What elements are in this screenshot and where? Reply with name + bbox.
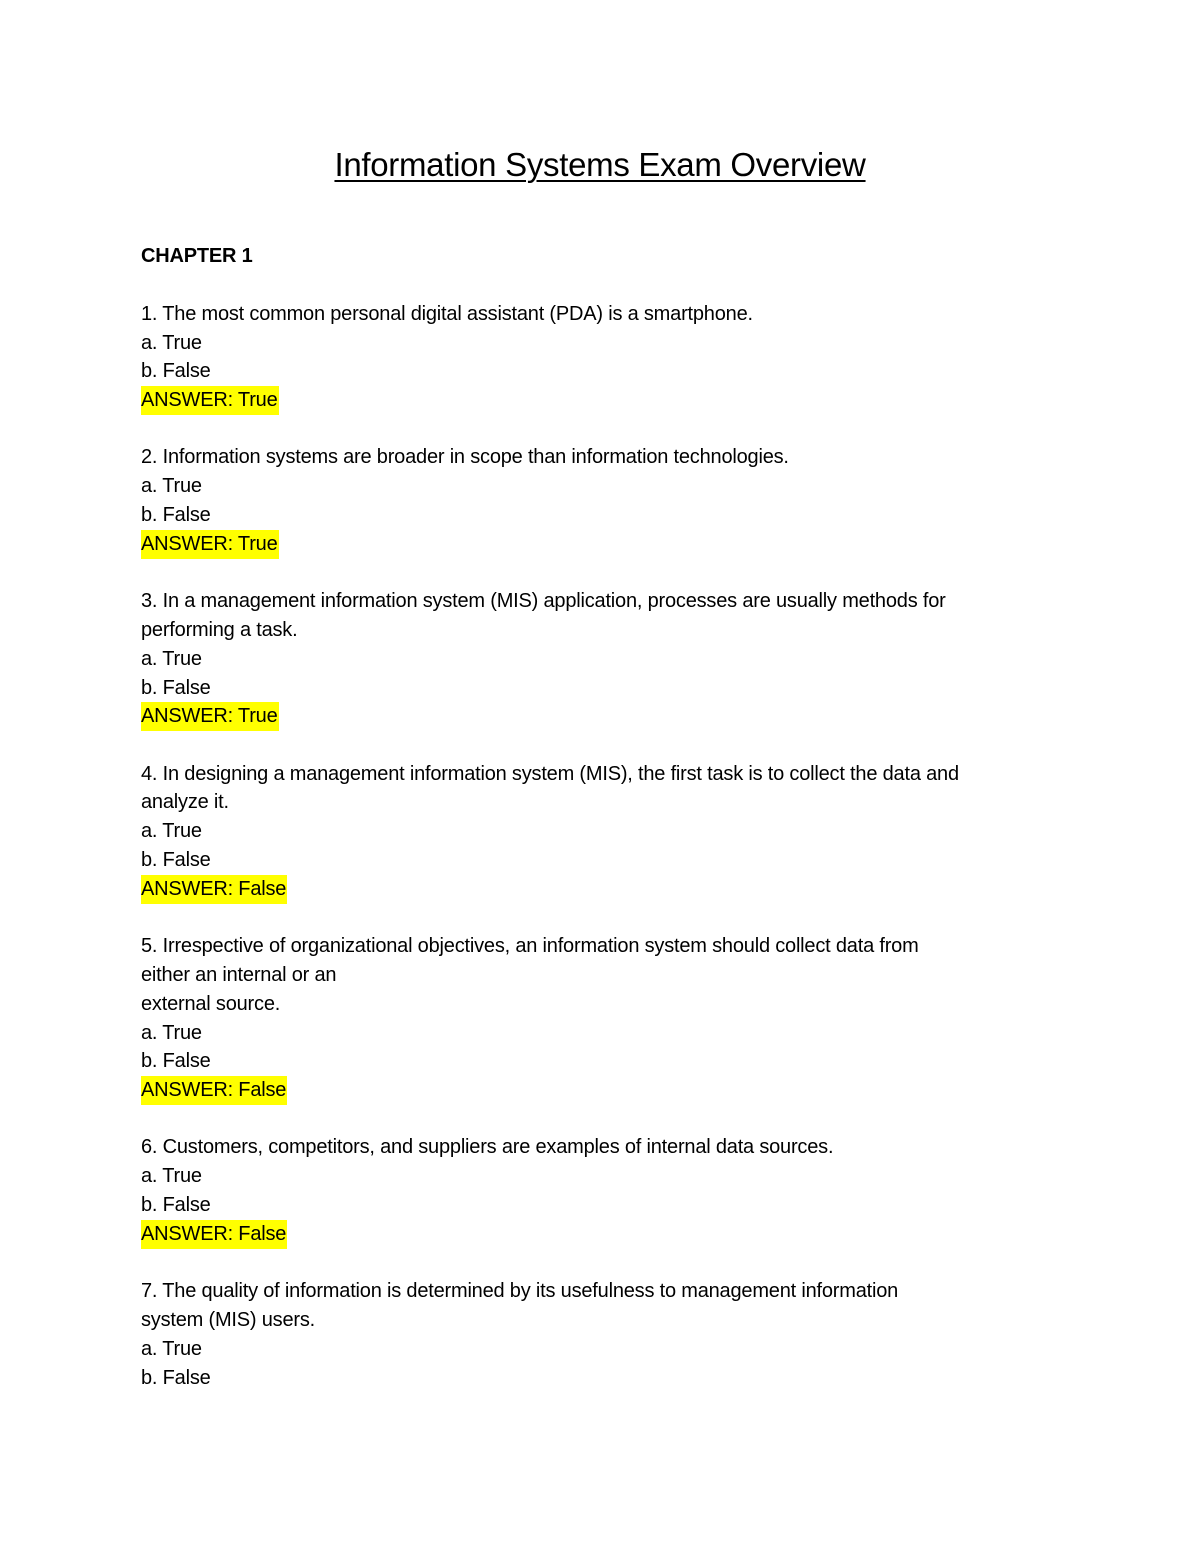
question-text-continued: performing a task. — [141, 618, 298, 641]
answer-highlight: ANSWER: False — [141, 1076, 287, 1105]
question-text-continued: either an internal or an — [141, 963, 337, 986]
question-3 — [141, 587, 1061, 731]
answer-highlight: ANSWER: True — [141, 702, 279, 731]
question-text: 6. Customers, competitors, and suppliers are examples of internal data sources. — [141, 1136, 834, 1159]
option-a: a. True — [141, 331, 202, 354]
option-a: a. True — [141, 647, 202, 670]
question-text: 7. The quality of information is determined by its usefulness to management information — [141, 1280, 899, 1303]
document-content — [141, 242, 1061, 1421]
option-a: a. True — [141, 1165, 202, 1188]
question-text: 4. In designing a management information system (MIS), the first task is to collect the data and — [141, 762, 959, 785]
answer-highlight: ANSWER: True — [141, 530, 279, 559]
answer-highlight: ANSWER: False — [141, 875, 287, 904]
question-text: 1. The most common personal digital assistant (PDA) is a smartphone. — [141, 302, 753, 325]
question-5 — [141, 932, 1061, 1105]
option-b: b. False — [141, 1194, 211, 1217]
option-a: a. True — [141, 475, 202, 498]
option-b: b. False — [141, 676, 211, 699]
option-b: b. False — [141, 1050, 211, 1073]
option-b: b. False — [141, 504, 211, 527]
question-7 — [141, 1277, 1061, 1392]
chapter-heading: CHAPTER 1 — [141, 245, 253, 267]
question-text: 2. Information systems are broader in scope than information technologies. — [141, 446, 789, 469]
question-text-continued: system (MIS) users. — [141, 1308, 315, 1331]
question-text: 3. In a management information system (MIS) application, processes are usually methods for — [141, 590, 946, 613]
question-text: 5. Irrespective of organizational objectives, an information system should collect data from — [141, 935, 919, 958]
option-a: a. True — [141, 820, 202, 843]
option-a: a. True — [141, 1337, 202, 1360]
option-b: b. False — [141, 1366, 211, 1389]
question-2 — [141, 443, 1061, 558]
question-1 — [141, 300, 1061, 415]
answer-highlight: ANSWER: True — [141, 386, 279, 415]
document-title: Information Systems Exam Overview — [334, 146, 866, 183]
question-4 — [141, 760, 1061, 904]
option-a: a. True — [141, 1021, 202, 1044]
question-text-continued: analyze it. — [141, 791, 229, 814]
option-b: b. False — [141, 849, 211, 872]
question-text-continued: external source. — [141, 992, 281, 1015]
question-6 — [141, 1133, 1061, 1248]
answer-highlight: ANSWER: False — [141, 1220, 287, 1249]
option-b: b. False — [141, 360, 211, 383]
